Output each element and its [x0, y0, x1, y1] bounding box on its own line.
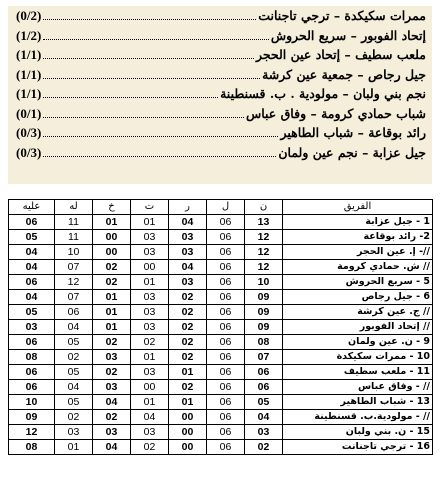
header-points: ن	[245, 200, 283, 215]
cell-won: 00	[169, 440, 207, 455]
cell-pts: 03	[245, 425, 283, 440]
cell-played: 06	[207, 365, 245, 380]
cell-lost: 02	[93, 260, 131, 275]
header-played: ل	[207, 200, 245, 215]
cell-gf: 06	[55, 305, 93, 320]
cell-team: // إتحاد الفوبور	[283, 320, 433, 335]
cell-team: 1 - جيل عزابة	[283, 215, 433, 230]
cell-drawn: 03	[131, 245, 169, 260]
cell-lost: 02	[93, 410, 131, 425]
match-teams: جيل عزابة – نجم عين ولمان	[278, 144, 426, 160]
cell-drawn: 02	[131, 440, 169, 455]
cell-ga: 12	[9, 425, 55, 440]
cell-ga: 04	[9, 290, 55, 305]
table-row	[9, 230, 433, 245]
cell-won: 03	[169, 230, 207, 245]
cell-won: 01	[169, 365, 207, 380]
cell-drawn: 04	[131, 410, 169, 425]
header-lost: خ	[93, 200, 131, 215]
cell-played: 06	[207, 305, 245, 320]
table-row	[9, 425, 433, 440]
dot-leader	[43, 156, 276, 157]
match-score: (0/2)	[16, 8, 42, 23]
cell-gf: 05	[55, 335, 93, 350]
table-row	[9, 215, 433, 230]
cell-lost: 04	[93, 440, 131, 455]
cell-pts: 09	[245, 305, 283, 320]
table-row	[9, 320, 433, 335]
cell-lost: 00	[93, 230, 131, 245]
cell-team: 15 - ن. بني ولبان	[283, 425, 433, 440]
match-score: (1/1)	[16, 47, 42, 62]
cell-lost: 04	[93, 395, 131, 410]
cell-drawn: 01	[131, 395, 169, 410]
cell-played: 06	[207, 245, 245, 260]
cell-team: // ش. حمادي كرومة	[283, 260, 433, 275]
match-result-row	[8, 84, 432, 104]
cell-pts: 05	[245, 395, 283, 410]
cell-lost: 03	[93, 350, 131, 365]
cell-gf: 12	[55, 275, 93, 290]
match-result-row	[8, 45, 432, 65]
cell-ga: 06	[9, 275, 55, 290]
cell-ga: 06	[9, 380, 55, 395]
cell-team: 2- رائد بوقاعة	[283, 230, 433, 245]
cell-gf: 05	[55, 395, 93, 410]
cell-drawn: 00	[131, 260, 169, 275]
cell-won: 02	[169, 290, 207, 305]
cell-pts: 12	[245, 230, 283, 245]
match-result-row	[8, 6, 432, 26]
match-result-row	[8, 123, 432, 143]
cell-ga: 09	[9, 410, 55, 425]
cell-drawn: 03	[131, 320, 169, 335]
cell-team: 10 - ممرات سكيكدة	[283, 350, 433, 365]
cell-played: 06	[207, 350, 245, 365]
match-score: (1/1)	[16, 66, 42, 82]
header-team: الفريق	[283, 200, 433, 215]
cell-lost: 03	[93, 425, 131, 440]
cell-lost: 02	[93, 335, 131, 350]
header-goals-for: له	[55, 200, 93, 215]
table-row	[9, 245, 433, 260]
match-result-row	[8, 26, 432, 46]
cell-drawn: 03	[131, 305, 169, 320]
cell-played: 06	[207, 395, 245, 410]
dot-leader	[43, 58, 254, 59]
cell-gf: 11	[55, 230, 93, 245]
cell-played: 06	[207, 215, 245, 230]
table-row	[9, 365, 433, 380]
table-row	[9, 275, 433, 290]
table-row	[9, 290, 433, 305]
cell-pts: 09	[245, 290, 283, 305]
header-won: ر	[169, 200, 207, 215]
cell-pts: 06	[245, 380, 283, 395]
cell-played: 06	[207, 440, 245, 455]
cell-ga: 06	[9, 335, 55, 350]
cell-won: 02	[169, 380, 207, 395]
cell-gf: 02	[55, 410, 93, 425]
match-score: (1/1)	[16, 86, 42, 101]
cell-drawn: 03	[131, 230, 169, 245]
cell-drawn: 03	[131, 365, 169, 380]
cell-pts: 06	[245, 365, 283, 380]
cell-drawn: 01	[131, 215, 169, 230]
cell-won: 02	[169, 335, 207, 350]
cell-pts: 09	[245, 320, 283, 335]
header-goals-against: عليه	[9, 200, 55, 215]
standings-table	[8, 199, 433, 455]
cell-ga: 10	[9, 395, 55, 410]
cell-team: 13 - شباب الطاهير	[283, 395, 433, 410]
cell-played: 06	[207, 260, 245, 275]
table-row	[9, 395, 433, 410]
cell-ga: 08	[9, 350, 55, 365]
cell-drawn: 01	[131, 350, 169, 365]
match-result-row	[8, 104, 432, 124]
match-teams: جيل رجاص – جمعية عين كرشة	[262, 66, 426, 82]
cell-lost: 01	[93, 305, 131, 320]
cell-team: 9 - ن. عين ولمان	[283, 335, 433, 350]
table-row	[9, 260, 433, 275]
cell-lost: 03	[93, 380, 131, 395]
cell-lost: 02	[93, 275, 131, 290]
match-score: (0/3)	[16, 144, 42, 160]
match-teams: ممرات سكيكدة – ترجي تاجنانت	[258, 8, 426, 23]
table-row	[9, 380, 433, 395]
cell-ga: 04	[9, 260, 55, 275]
cell-gf: 04	[55, 320, 93, 335]
cell-gf: 02	[55, 350, 93, 365]
cell-won: 03	[169, 245, 207, 260]
cell-won: 02	[169, 320, 207, 335]
cell-played: 06	[207, 230, 245, 245]
cell-team: // - وفاق عباس	[283, 380, 433, 395]
cell-pts: 10	[245, 275, 283, 290]
cell-pts: 04	[245, 410, 283, 425]
cell-drawn: 03	[131, 290, 169, 305]
cell-played: 06	[207, 320, 245, 335]
cell-ga: 04	[9, 245, 55, 260]
dot-leader	[43, 78, 260, 79]
cell-lost: 00	[93, 245, 131, 260]
match-result-row	[8, 65, 432, 85]
standings-header-row	[9, 200, 433, 215]
cell-pts: 13	[245, 215, 283, 230]
cell-played: 06	[207, 425, 245, 440]
dot-leader	[43, 97, 218, 98]
table-row	[9, 440, 433, 455]
cell-won: 03	[169, 275, 207, 290]
cell-team: //- إ. عين الحجر	[283, 245, 433, 260]
cell-gf: 04	[55, 380, 93, 395]
cell-gf: 11	[55, 215, 93, 230]
cell-lost: 01	[93, 215, 131, 230]
cell-won: 02	[169, 305, 207, 320]
cell-pts: 02	[245, 440, 283, 455]
cell-pts: 07	[245, 350, 283, 365]
cell-drawn: 00	[131, 380, 169, 395]
cell-gf: 07	[55, 260, 93, 275]
cell-won: 02	[169, 350, 207, 365]
match-teams: إتحاد الفوبور – سريع الحروش	[270, 27, 426, 43]
cell-lost: 01	[93, 290, 131, 305]
match-teams: ملعب سطيف – إتحاد عين الحجر	[255, 47, 426, 62]
table-row	[9, 350, 433, 365]
cell-ga: 08	[9, 440, 55, 455]
table-row	[9, 305, 433, 320]
cell-ga: 06	[9, 365, 55, 380]
cell-ga: 06	[9, 215, 55, 230]
cell-played: 06	[207, 335, 245, 350]
cell-ga: 03	[9, 320, 55, 335]
cell-won: 00	[169, 425, 207, 440]
match-score: (0/3)	[16, 125, 42, 140]
cell-gf: 05	[55, 365, 93, 380]
match-teams: نجم بني ولبان – مولودية . ب. قسنطينة	[220, 86, 426, 101]
match-score: (0/1)	[16, 105, 42, 121]
cell-pts: 08	[245, 335, 283, 350]
cell-team: // - مولودية.ب. قسنطينة	[283, 410, 433, 425]
cell-team: 11 - ملعب سطيف	[283, 365, 433, 380]
cell-gf: 01	[55, 440, 93, 455]
dot-leader	[43, 117, 244, 118]
cell-team: 5 - سريع الحروش	[283, 275, 433, 290]
match-result-row	[8, 143, 432, 163]
dot-leader	[43, 136, 278, 137]
cell-team: 16 - ترجي تاجنانت	[283, 440, 433, 455]
header-drawn: ت	[131, 200, 169, 215]
match-teams: شباب حمادي كرومة – وفاق عباس	[245, 105, 426, 121]
match-teams: رائد بوقاعة – شباب الطاهير	[280, 125, 426, 140]
cell-gf: 03	[55, 425, 93, 440]
cell-team: // ج. عين كرشة	[283, 305, 433, 320]
cell-drawn: 01	[131, 275, 169, 290]
table-row	[9, 335, 433, 350]
cell-drawn: 02	[131, 335, 169, 350]
match-results-panel	[8, 6, 432, 184]
cell-played: 06	[207, 380, 245, 395]
match-score: (1/2)	[16, 27, 42, 43]
cell-pts: 12	[245, 245, 283, 260]
cell-ga: 05	[9, 230, 55, 245]
cell-played: 06	[207, 290, 245, 305]
dot-leader	[43, 19, 256, 20]
cell-lost: 01	[93, 320, 131, 335]
cell-pts: 12	[245, 260, 283, 275]
cell-won: 04	[169, 215, 207, 230]
cell-gf: 10	[55, 245, 93, 260]
cell-team: 6 - جيل رجاص	[283, 290, 433, 305]
dot-leader	[43, 39, 269, 40]
cell-won: 01	[169, 395, 207, 410]
cell-won: 00	[169, 410, 207, 425]
cell-drawn: 03	[131, 425, 169, 440]
cell-ga: 05	[9, 305, 55, 320]
table-row	[9, 410, 433, 425]
cell-won: 04	[169, 260, 207, 275]
cell-lost: 02	[93, 365, 131, 380]
cell-played: 06	[207, 410, 245, 425]
cell-played: 06	[207, 275, 245, 290]
cell-gf: 07	[55, 290, 93, 305]
